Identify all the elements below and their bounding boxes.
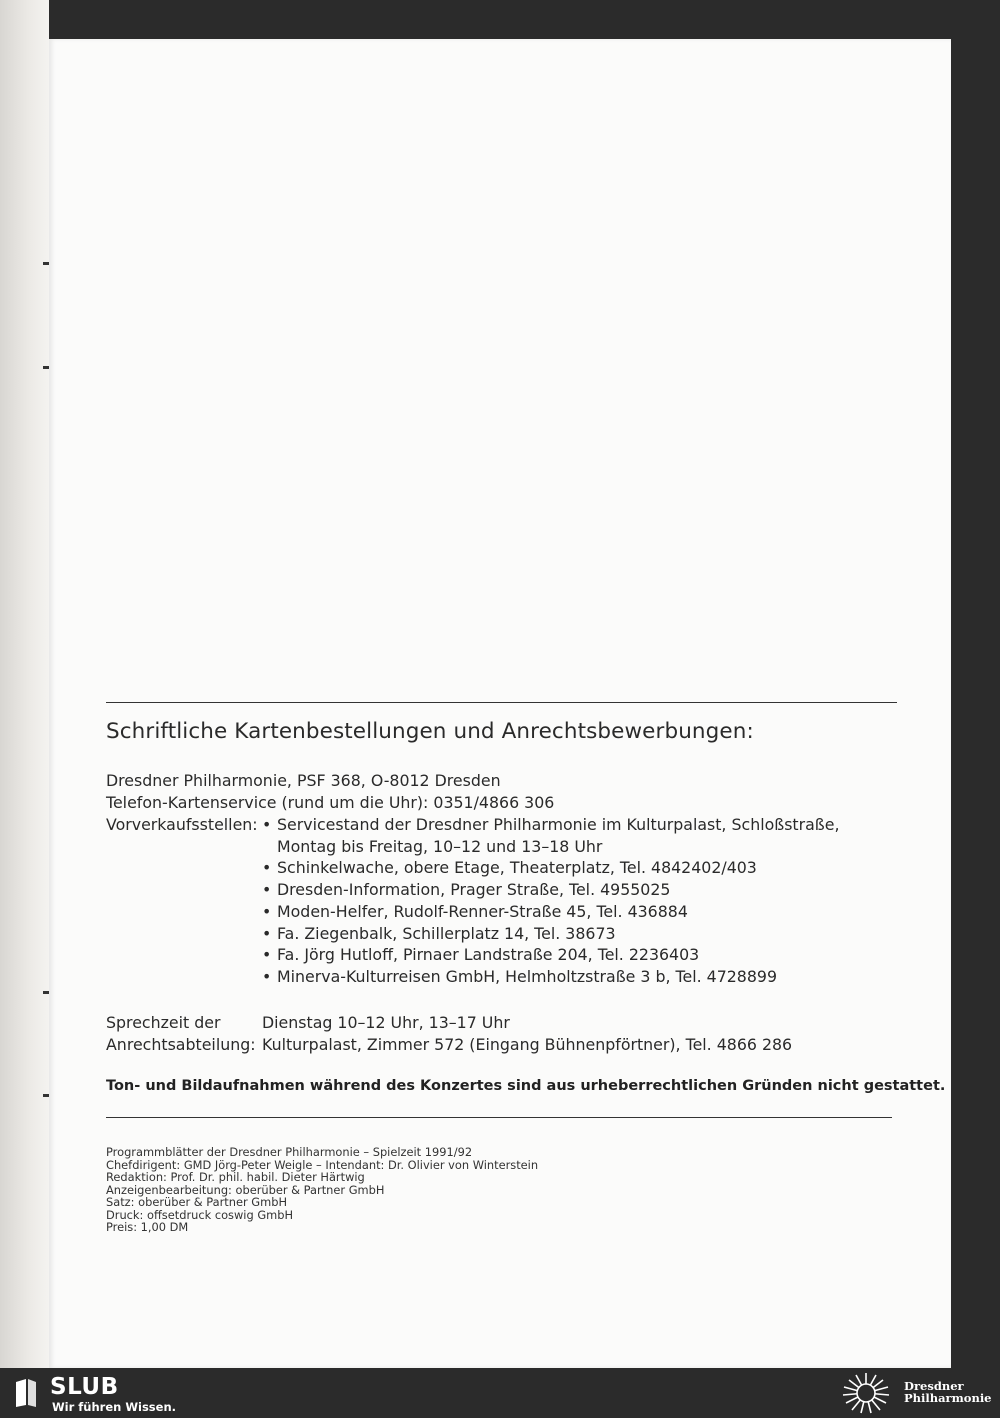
page-heading: Schriftliche Kartenbestellungen und Anrechtsbewerbungen: — [106, 719, 754, 744]
imprint-line: Satz: oberüber & Partner GmbH — [106, 1195, 288, 1209]
list-item: Montag bis Freitag, 10–12 und 13–18 Uhr — [277, 836, 603, 856]
imprint-block — [106, 1146, 538, 1234]
list-item: • Dresden-Information, Prager Straße, Tel. 4955025 — [262, 879, 840, 901]
presale-list — [262, 814, 840, 988]
slub-tagline: Wir führen Wissen. — [52, 1400, 177, 1414]
list-item: • Schinkelwache, obere Etage, Theaterplatz, Tel. 4842402/403 — [262, 857, 840, 879]
partner-name-line: Dresdner — [904, 1379, 964, 1393]
office-label-1: Sprechzeit der — [106, 1013, 221, 1032]
office-label-2: Anrechtsabteilung: — [106, 1035, 256, 1054]
left-page-edge — [0, 0, 49, 1368]
list-item: • Minerva-Kulturreisen GmbH, Helmholtzstraße 3 b, Tel. 4728899 — [262, 966, 840, 988]
list-item: • Fa. Jörg Hutloff, Pirnaer Landstraße 204, Tel. 2236403 — [262, 944, 840, 966]
recording-notice: Ton- und Bildaufnahmen während des Konzertes sind aus urheberrechtlichen Gründen nicht gestattet. — [106, 1078, 946, 1094]
partner-name-line: Philharmonie — [904, 1391, 992, 1405]
address-line: Dresdner Philharmonie, PSF 368, O-8012 Dresden — [106, 771, 501, 790]
list-item: • Fa. Ziegenbalk, Schillerplatz 14, Tel. 38673 — [262, 923, 840, 945]
imprint-line: Preis: 1,00 DM — [106, 1220, 189, 1234]
imprint-line: Programmblätter der Dresdner Philharmonie – Spielzeit 1991/92 — [106, 1145, 473, 1159]
imprint-line: Chefdirigent: GMD Jörg-Peter Weigle – Intendant: Dr. Olivier von Winterstein — [106, 1157, 539, 1172]
imprint-line: Redaktion: Prof. Dr. phil. habil. Dieter Härtwig — [106, 1170, 365, 1184]
list-item: • Servicestand der Dresdner Philharmonie im Kulturpalast, Schloßstraße, — [262, 814, 840, 836]
bottom-divider — [106, 1117, 892, 1118]
imprint-line: Druck: offsetdruck coswig GmbH — [106, 1207, 294, 1222]
partner-name — [904, 1380, 992, 1404]
phone-line: Telefon-Kartenservice (rund um die Uhr): 0351/4866 306 — [106, 793, 555, 812]
slub-book-icon — [14, 1378, 38, 1408]
list-item: • Moden-Helfer, Rudolf-Renner-Straße 45, Tel. 436884 — [262, 901, 840, 923]
imprint-line: Anzeigenbearbeitung: oberüber & Partner GmbH — [106, 1182, 385, 1197]
sunburst-logo-icon — [840, 1371, 892, 1415]
slub-title: SLUB — [50, 1374, 119, 1400]
top-divider — [106, 702, 897, 703]
presale-label: Vorverkaufsstellen: — [106, 815, 258, 834]
office-location: Kulturpalast, Zimmer 572 (Eingang Bühnenpförtner), Tel. 4866 286 — [262, 1035, 793, 1054]
viewer-footer — [0, 1368, 1000, 1418]
office-hours: Dienstag 10–12 Uhr, 13–17 Uhr — [262, 1013, 510, 1032]
